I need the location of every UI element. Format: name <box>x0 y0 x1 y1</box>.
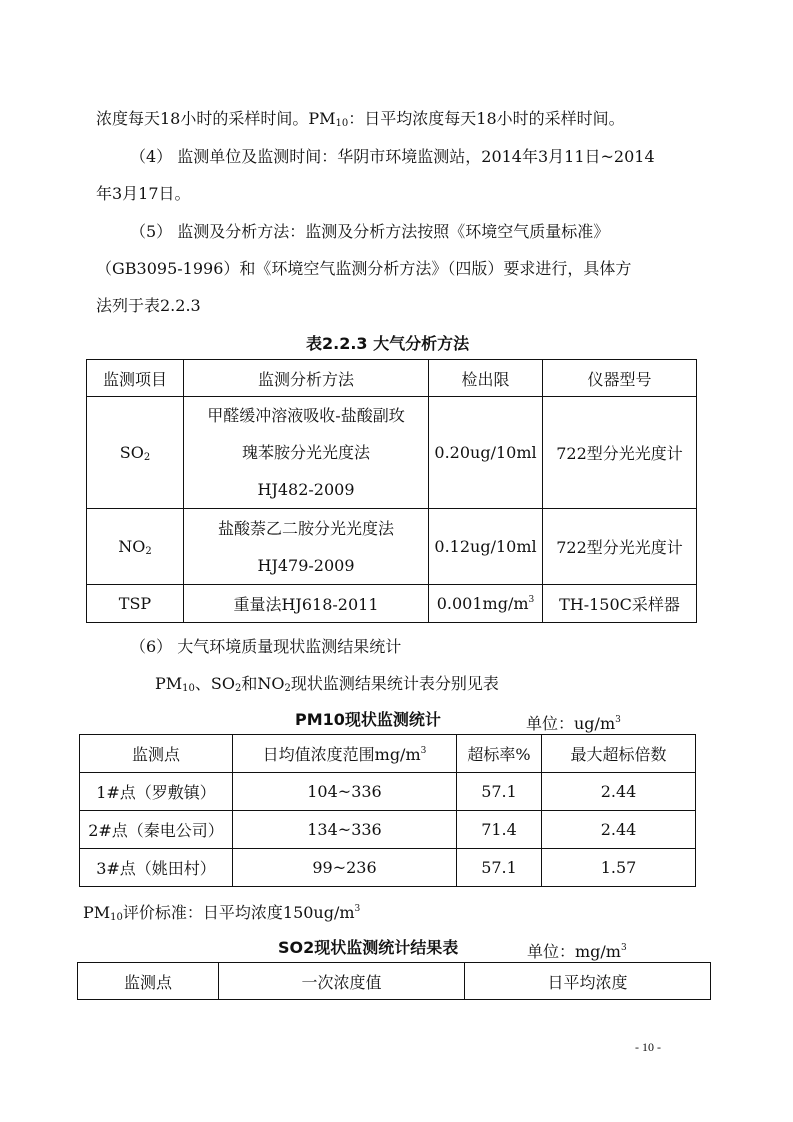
item-cell: TSP <box>87 585 184 623</box>
subscript: 2 <box>143 451 151 463</box>
subscript: 2 <box>145 545 152 557</box>
header-cell: 监测点 <box>78 963 219 1000</box>
instrument-cell: 722型分光光度计 <box>543 509 697 585</box>
table-cell: 57.1 <box>457 849 542 887</box>
header-cell: 一次浓度值 <box>219 963 465 1000</box>
paragraph-line-4: （5） 监测及分析方法：监测及分析方法按照《环境空气质量标准》 <box>130 222 610 241</box>
paragraph-line-2: （4） 监测单位及监测时间：华阴市环境监测站，2014年3月11日~2014 <box>130 147 655 166</box>
paragraph-line-3: 年3月17日。 <box>96 184 191 203</box>
section6-intro <box>155 674 499 699</box>
instrument-cell: 722型分光光度计 <box>543 397 697 509</box>
page-number: - 10 - <box>635 1040 661 1054</box>
header-cell: 日平均浓度 <box>465 963 711 1000</box>
subscript: 10 <box>182 683 195 694</box>
section6-title: （6） 大气环境质量现状监测结果统计 <box>130 637 402 656</box>
text-segment: 现状监测结果统计表分别见表 <box>290 674 499 693</box>
text-segment: ：日平均浓度每天18小时的采样时间。 <box>348 109 625 128</box>
header-cell: 监测分析方法 <box>184 360 429 397</box>
so2-table <box>77 962 711 1000</box>
header-cell: 超标率% <box>457 735 542 773</box>
item-label: NO <box>118 536 146 556</box>
unit-text: 单位：mg/m <box>527 942 621 961</box>
header-text: 日均值浓度范围mg/m <box>262 745 421 764</box>
table2-caption: PM10现状监测统计 <box>295 710 441 729</box>
table-header-row <box>78 963 711 1000</box>
table-cell: 1.57 <box>542 849 696 887</box>
table3-caption: SO2现状监测统计结果表 <box>278 938 459 957</box>
pm10-table <box>79 734 696 887</box>
superscript: 3 <box>528 595 535 605</box>
method-line: 甲醛缓冲溶液吸收-盐酸副玫 <box>207 406 405 425</box>
method-cell <box>184 397 429 509</box>
table-cell: 104~336 <box>233 773 457 811</box>
table-cell: 71.4 <box>457 811 542 849</box>
superscript: 3 <box>420 746 427 756</box>
table-row <box>80 849 696 887</box>
subscript: 2 <box>234 683 242 694</box>
paragraph-line-1 <box>96 109 625 134</box>
header-cell <box>233 735 457 773</box>
unit-text: 单位：ug/m <box>526 714 616 733</box>
text-segment: PM <box>155 674 183 693</box>
superscript: 3 <box>354 904 361 914</box>
item-cell <box>87 397 184 509</box>
header-cell: 检出限 <box>429 360 543 397</box>
method-line: HJ482-2009 <box>257 480 355 499</box>
text-segment: 和NO <box>241 674 285 693</box>
subscript: 10 <box>335 118 349 129</box>
text-segment: PM <box>308 109 336 128</box>
limit-cell: 0.20ug/10ml <box>429 397 543 509</box>
table-cell: 134~336 <box>233 811 457 849</box>
table3-unit <box>527 938 627 962</box>
table-cell: 2.44 <box>542 811 696 849</box>
text-segment: 评价标准：日平均浓度150ug/m <box>122 903 355 922</box>
table-row <box>87 585 697 623</box>
subscript: 2 <box>284 683 291 694</box>
instrument-cell: TH-150C采样器 <box>543 585 697 623</box>
table-row <box>80 811 696 849</box>
header-cell: 监测点 <box>80 735 233 773</box>
table-cell: 1#点（罗敷镇） <box>80 773 233 811</box>
superscript: 3 <box>615 715 621 725</box>
table-cell: 2#点（秦电公司） <box>80 811 233 849</box>
table-cell: 2.44 <box>542 773 696 811</box>
table-row <box>80 773 696 811</box>
table-cell: 99~236 <box>233 849 457 887</box>
table-cell: 57.1 <box>457 773 542 811</box>
superscript: 3 <box>620 943 627 953</box>
item-cell <box>87 509 184 585</box>
text-segment: 浓度每天18小时的采样时间。 <box>96 109 309 128</box>
table-header-row <box>87 360 697 397</box>
paragraph-line-5: （GB3095-1996）和《环境空气监测分析方法》（四版）要求进行，具体方 <box>96 259 632 278</box>
header-cell: 监测项目 <box>87 360 184 397</box>
method-line: 盐酸萘乙二胺分光光度法 <box>217 518 394 538</box>
table2-unit <box>526 710 621 734</box>
table-row <box>87 509 697 585</box>
table-row <box>87 397 697 509</box>
method-line: HJ479-2009 <box>257 555 355 575</box>
paragraph-line-6: 法列于表2.2.3 <box>96 296 201 315</box>
header-cell: 仪器型号 <box>543 360 697 397</box>
method-cell: 重量法HJ618-2011 <box>184 585 429 623</box>
text-segment: 、SO <box>194 674 235 693</box>
limit-cell <box>429 585 543 623</box>
method-line: 瑰苯胺分光光度法 <box>241 443 370 462</box>
table-cell: 3#点（姚田村） <box>80 849 233 887</box>
text-segment: PM <box>83 903 111 922</box>
limit-value: 0.001mg/m <box>436 594 529 613</box>
subscript: 10 <box>110 912 123 923</box>
method-cell <box>184 509 429 585</box>
analysis-methods-table <box>86 359 697 623</box>
header-cell: 最大超标倍数 <box>542 735 696 773</box>
item-label: SO <box>119 442 144 462</box>
table1-caption: 表2.2.3 大气分析方法 <box>306 334 470 353</box>
pm10-standard-note <box>83 899 360 928</box>
limit-cell: 0.12ug/10ml <box>429 509 543 585</box>
table-header-row <box>80 735 696 773</box>
